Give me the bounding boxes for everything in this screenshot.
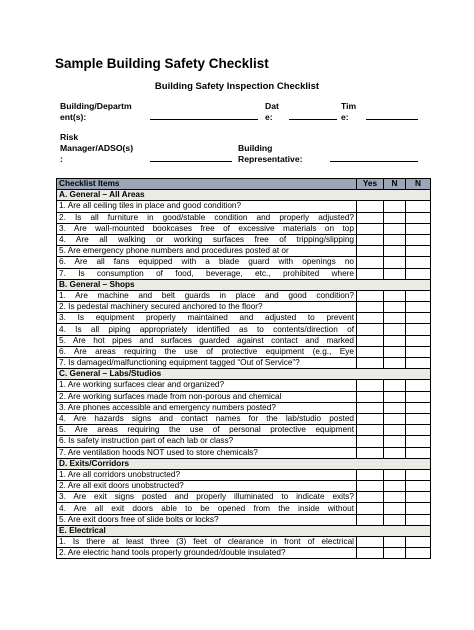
na-checkbox-cell[interactable] — [406, 335, 431, 346]
checklist-item: 6. Is safety instruction part of each lab or class? — [57, 436, 357, 447]
yes-checkbox-cell[interactable] — [357, 447, 384, 458]
yes-checkbox-cell[interactable] — [357, 201, 384, 212]
no-checkbox-cell[interactable] — [384, 436, 406, 447]
checklist-item: 1. Are working surfaces clear and organized? — [57, 380, 357, 391]
yes-checkbox-cell[interactable] — [357, 514, 384, 525]
na-checkbox-cell[interactable] — [406, 481, 431, 492]
no-checkbox-cell[interactable] — [384, 257, 406, 268]
checklist-item: 4. Is all piping appropriately identified as to contents/direction of — [57, 324, 357, 335]
table-row — [57, 335, 431, 346]
no-checkbox-cell[interactable] — [384, 425, 406, 436]
no-checkbox-cell[interactable] — [384, 223, 406, 234]
na-checkbox-cell[interactable] — [406, 290, 431, 301]
section-heading: C. General – Labs/Studios — [57, 369, 431, 380]
na-checkbox-cell[interactable] — [406, 246, 431, 257]
na-checkbox-cell[interactable] — [406, 380, 431, 391]
no-checkbox-cell[interactable] — [384, 212, 406, 223]
na-checkbox-cell[interactable] — [406, 548, 431, 559]
table-row — [57, 257, 431, 268]
date-label: Dat e: — [265, 101, 279, 122]
table-row — [57, 201, 431, 212]
table-row — [57, 413, 431, 424]
no-checkbox-cell[interactable] — [384, 234, 406, 245]
checklist-item: 2. Is pedestal machinery secured anchored to the floor? — [57, 302, 357, 313]
table-row — [57, 425, 431, 436]
yes-checkbox-cell[interactable] — [357, 335, 384, 346]
na-checkbox-cell[interactable] — [406, 413, 431, 424]
yes-checkbox-cell[interactable] — [357, 324, 384, 335]
no-checkbox-cell[interactable] — [384, 302, 406, 313]
table-row — [57, 346, 431, 357]
table-row — [57, 313, 431, 324]
checklist-item: 7. Is consumption of food, beverage, etc., prohibited where — [57, 268, 357, 279]
risk-manager-field[interactable] — [150, 161, 232, 162]
na-checkbox-cell[interactable] — [406, 346, 431, 357]
na-checkbox-cell[interactable] — [406, 402, 431, 413]
table-row — [57, 469, 431, 480]
na-checkbox-cell[interactable] — [406, 537, 431, 548]
building-department-label: Building/Departm ent(s): — [60, 101, 132, 122]
checklist-item: 3. Are exit signs posted and properly illuminated to indicate exits? — [57, 492, 357, 503]
checklist-item: 2. Are working surfaces made from non-porous and chemical — [57, 391, 357, 402]
checklist-item: 4. Are all exit doors able to be opened from the inside without — [57, 503, 357, 514]
checklist-item: 1. Is there at least three (3) feet of clearance in front of electrical — [57, 537, 357, 548]
no-checkbox-cell[interactable] — [384, 268, 406, 279]
checklist-item: 3. Are phones accessible and emergency numbers posted? — [57, 402, 357, 413]
table-row — [57, 514, 431, 525]
na-checkbox-cell[interactable] — [406, 223, 431, 234]
table-header-row — [57, 179, 431, 190]
table-row — [57, 503, 431, 514]
table-row — [57, 548, 431, 559]
checklist-item: 5. Are hot pipes and surfaces guarded against contact and marked — [57, 335, 357, 346]
checklist-item: 6. Are areas requiring the use of protective equipment (e.g., Eye — [57, 346, 357, 357]
yes-checkbox-cell[interactable] — [357, 548, 384, 559]
no-checkbox-cell[interactable] — [384, 313, 406, 324]
yes-checkbox-cell[interactable] — [357, 469, 384, 480]
risk-manager-label: Risk Manager/ADSO(s) : — [60, 132, 134, 164]
na-checkbox-cell[interactable] — [406, 391, 431, 402]
na-checkbox-cell[interactable] — [406, 324, 431, 335]
yes-checkbox-cell[interactable] — [357, 402, 384, 413]
checklist-item: 5. Are areas requiring the use of personal protective equipment — [57, 425, 357, 436]
checklist-item: 2. Are all exit doors unobstructed? — [57, 481, 357, 492]
na-checkbox-cell[interactable] — [406, 425, 431, 436]
table-row — [57, 380, 431, 391]
checklist-item: 5. Are exit doors free of slide bolts or locks? — [57, 514, 357, 525]
document-title: Sample Building Safety Checklist — [55, 56, 269, 71]
na-checkbox-cell[interactable] — [406, 436, 431, 447]
building-representative-label: Building Representative: — [238, 143, 303, 164]
table-row — [57, 246, 431, 257]
no-checkbox-cell[interactable] — [384, 391, 406, 402]
table-row — [57, 447, 431, 458]
checklist-item: 4. Are all walking or working surfaces free of tripping/slipping — [57, 234, 357, 245]
checklist-table — [56, 178, 431, 559]
building-department-field[interactable] — [150, 119, 258, 120]
yes-checkbox-cell[interactable] — [357, 391, 384, 402]
no-checkbox-cell[interactable] — [384, 514, 406, 525]
na-checkbox-cell[interactable] — [406, 313, 431, 324]
yes-checkbox-cell[interactable] — [357, 346, 384, 357]
table-row — [57, 391, 431, 402]
no-checkbox-cell[interactable] — [384, 503, 406, 514]
time-field[interactable] — [366, 119, 418, 120]
column-header-na: N — [406, 179, 431, 190]
yes-checkbox-cell[interactable] — [357, 358, 384, 369]
column-header-yes: Yes — [357, 179, 384, 190]
column-header-no: N — [384, 179, 406, 190]
time-label: Tim e: — [341, 101, 357, 122]
na-checkbox-cell[interactable] — [406, 302, 431, 313]
na-checkbox-cell[interactable] — [406, 358, 431, 369]
section-header-row — [57, 369, 431, 380]
na-checkbox-cell[interactable] — [406, 503, 431, 514]
table-row — [57, 290, 431, 301]
no-checkbox-cell[interactable] — [384, 201, 406, 212]
column-header-items: Checklist Items — [57, 179, 357, 190]
yes-checkbox-cell[interactable] — [357, 246, 384, 257]
yes-checkbox-cell[interactable] — [357, 492, 384, 503]
table-row — [57, 537, 431, 548]
no-checkbox-cell[interactable] — [384, 246, 406, 257]
building-representative-field[interactable] — [330, 161, 418, 162]
na-checkbox-cell[interactable] — [406, 212, 431, 223]
section-header-row — [57, 525, 431, 536]
section-header-row — [57, 279, 431, 290]
no-checkbox-cell[interactable] — [384, 335, 406, 346]
checklist-item: 2. Is all furniture in good/stable condition and properly adjusted? — [57, 212, 357, 223]
yes-checkbox-cell[interactable] — [357, 212, 384, 223]
checklist-item: 7. Is damaged/malfunctioning equipment tagged “Out of Service”? — [57, 358, 357, 369]
na-checkbox-cell[interactable] — [406, 492, 431, 503]
checklist-item: 1. Are machine and belt guards in place and good condition? — [57, 290, 357, 301]
section-heading: E. Electrical — [57, 525, 431, 536]
yes-checkbox-cell[interactable] — [357, 302, 384, 313]
no-checkbox-cell[interactable] — [384, 481, 406, 492]
section-header-row — [57, 458, 431, 469]
checklist-item: 5. Are emergency phone numbers and procedures posted at or — [57, 246, 357, 257]
checklist-item: 1. Are all ceiling tiles in place and good condition? — [57, 201, 357, 212]
no-checkbox-cell[interactable] — [384, 402, 406, 413]
table-row — [57, 324, 431, 335]
no-checkbox-cell[interactable] — [384, 358, 406, 369]
na-checkbox-cell[interactable] — [406, 268, 431, 279]
no-checkbox-cell[interactable] — [384, 380, 406, 391]
checklist-item: 1. Are all corridors unobstructed? — [57, 469, 357, 480]
no-checkbox-cell[interactable] — [384, 346, 406, 357]
na-checkbox-cell[interactable] — [406, 514, 431, 525]
no-checkbox-cell[interactable] — [384, 548, 406, 559]
table-row — [57, 402, 431, 413]
no-checkbox-cell[interactable] — [384, 537, 406, 548]
na-checkbox-cell[interactable] — [406, 201, 431, 212]
checklist-item: 2. Are electric hand tools properly grounded/double insulated? — [57, 548, 357, 559]
table-row — [57, 223, 431, 234]
yes-checkbox-cell[interactable] — [357, 537, 384, 548]
yes-checkbox-cell[interactable] — [357, 290, 384, 301]
no-checkbox-cell[interactable] — [384, 413, 406, 424]
checklist-body — [57, 179, 431, 559]
na-checkbox-cell[interactable] — [406, 447, 431, 458]
table-row — [57, 302, 431, 313]
yes-checkbox-cell[interactable] — [357, 234, 384, 245]
yes-checkbox-cell[interactable] — [357, 268, 384, 279]
table-row — [57, 212, 431, 223]
yes-checkbox-cell[interactable] — [357, 223, 384, 234]
section-heading: D. Exits/Corridors — [57, 458, 431, 469]
yes-checkbox-cell[interactable] — [357, 413, 384, 424]
table-row — [57, 358, 431, 369]
yes-checkbox-cell[interactable] — [357, 425, 384, 436]
yes-checkbox-cell[interactable] — [357, 313, 384, 324]
na-checkbox-cell[interactable] — [406, 234, 431, 245]
section-heading: A. General – All Areas — [57, 190, 431, 201]
yes-checkbox-cell[interactable] — [357, 481, 384, 492]
yes-checkbox-cell[interactable] — [357, 503, 384, 514]
section-header-row — [57, 190, 431, 201]
checklist-item: 6. Are all fans equipped with a blade guard with openings no — [57, 257, 357, 268]
yes-checkbox-cell[interactable] — [357, 380, 384, 391]
yes-checkbox-cell[interactable] — [357, 257, 384, 268]
checklist-item: 3. Are wall-mounted bookcases free of excessive materials on top — [57, 223, 357, 234]
date-field[interactable] — [289, 119, 337, 120]
no-checkbox-cell[interactable] — [384, 469, 406, 480]
no-checkbox-cell[interactable] — [384, 492, 406, 503]
table-row — [57, 481, 431, 492]
table-row — [57, 268, 431, 279]
checklist-item: 4. Are hazards signs and contact names for the lab/studio posted — [57, 413, 357, 424]
no-checkbox-cell[interactable] — [384, 324, 406, 335]
na-checkbox-cell[interactable] — [406, 257, 431, 268]
document-subtitle: Building Safety Inspection Checklist — [154, 81, 320, 92]
checklist-item: 3. Is equipment properly maintained and adjusted to prevent — [57, 313, 357, 324]
na-checkbox-cell[interactable] — [406, 469, 431, 480]
no-checkbox-cell[interactable] — [384, 290, 406, 301]
table-row — [57, 234, 431, 245]
section-heading: B. General – Shops — [57, 279, 431, 290]
table-row — [57, 436, 431, 447]
yes-checkbox-cell[interactable] — [357, 436, 384, 447]
checklist-item: 7. Are ventilation hoods NOT used to store chemicals? — [57, 447, 357, 458]
no-checkbox-cell[interactable] — [384, 447, 406, 458]
table-row — [57, 492, 431, 503]
